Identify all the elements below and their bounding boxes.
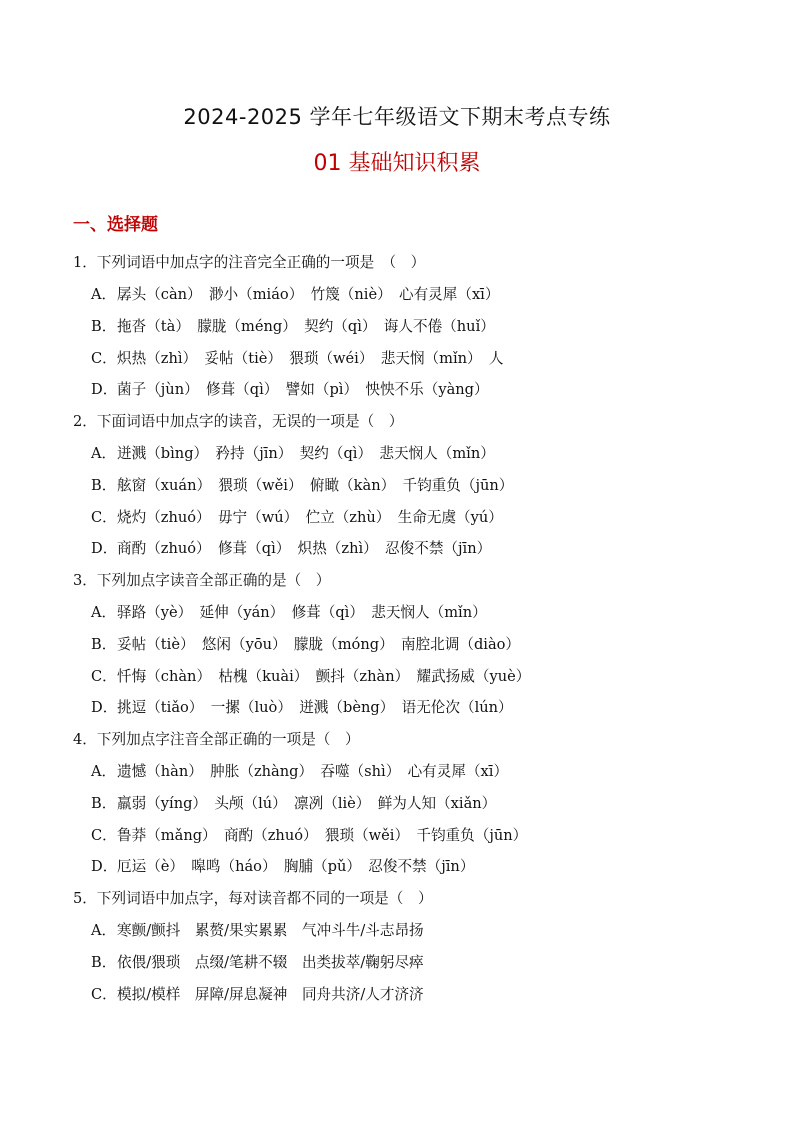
question-3-option-b	[91, 634, 520, 656]
option-letter: C．	[91, 509, 117, 526]
question-2-option-c	[91, 507, 503, 529]
question-2-option-d	[91, 538, 491, 560]
option-text: 妥帖（tiè） 悠闲（yōu） 朦胧（móng） 南腔北调（diào）	[117, 636, 521, 653]
question-4-stem: 4．下列加点字注音全部正确的一项是（ ）	[73, 731, 360, 748]
option-text: 遗憾（hàn） 肿胀（zhàng） 吞噬（shì） 心有灵犀（xī）	[117, 763, 509, 780]
question-2-stem: 2．下面词语中加点字的读音，无误的一项是（ ）	[73, 413, 404, 430]
question-2-option-a	[91, 443, 495, 465]
option-letter: B．	[91, 477, 117, 494]
question-4-option-d	[91, 856, 474, 878]
page-title: 2024-2025 学年七年级语文下期末考点专练	[183, 105, 611, 129]
option-letter: D．	[91, 381, 118, 398]
option-letter: D．	[91, 858, 118, 875]
option-text: 菌子（jùn） 修葺（qì） 譬如（pì） 怏怏不乐（yàng）	[117, 381, 489, 398]
question-4-option-a	[91, 761, 508, 783]
option-text: 挑逗（tiǎo） 一摞（luò） 迸溅（bèng） 语无伦次（lún）	[117, 699, 513, 716]
question-1-option-c	[91, 348, 504, 370]
option-text: 炽热（zhì） 妥帖（tiè） 猥琐（wéi） 悲天悯（mǐn） 人	[117, 350, 504, 367]
option-text: 拖沓（tà） 朦胧（méng） 契约（qì） 诲人不倦（huǐ）	[117, 318, 495, 335]
option-text: 羸弱（yíng） 头颅（lú） 凛冽（liè） 鲜为人知（xiǎn）	[117, 795, 497, 812]
question-1-stem: 1．下列词语中加点字的注音完全正确的一项是 （ ）	[73, 254, 426, 271]
option-text: 商酌（zhuó） 修葺（qì） 炽热（zhì） 忍俊不禁（jīn）	[117, 540, 492, 557]
question-5-option-a	[91, 920, 424, 942]
option-letter: C．	[91, 350, 117, 367]
option-letter: B．	[91, 318, 117, 335]
option-text: 驿路（yè） 延伸（yán） 修葺（qì） 悲天悯人（mǐn）	[117, 604, 487, 621]
question-1-option-b	[91, 316, 495, 338]
question-1-option-d	[91, 379, 489, 401]
option-letter: B．	[91, 954, 117, 971]
option-text: 孱头（càn） 渺小（miáo） 竹篾（niè） 心有灵犀（xī）	[117, 286, 500, 303]
option-letter: A．	[91, 922, 117, 939]
option-text: 忏悔（chàn） 枯槐（kuài） 颤抖（zhàn） 耀武扬威（yuè）	[117, 668, 531, 685]
option-letter: D．	[91, 699, 118, 716]
option-letter: C．	[91, 827, 117, 844]
option-letter: D．	[91, 540, 118, 557]
question-4-option-b	[91, 793, 496, 815]
question-3-stem: 3．下列加点字读音全部正确的是（ ）	[73, 572, 331, 589]
option-text: 烧灼（zhuó） 毋宁（wú） 伫立（zhù） 生命无虞（yú）	[117, 509, 503, 526]
question-2-option-b	[91, 475, 513, 497]
option-letter: A．	[91, 286, 117, 303]
option-letter: A．	[91, 445, 117, 462]
option-letter: A．	[91, 604, 117, 621]
question-5-option-b	[91, 952, 424, 974]
option-letter: B．	[91, 795, 117, 812]
question-1-option-a	[91, 284, 499, 306]
option-text: 鲁莽（mǎng） 商酌（zhuó） 猥琐（wěi） 千钧重负（jūn）	[117, 827, 528, 844]
question-4-option-c	[91, 825, 527, 847]
option-text: 模拟/模样 屏障/屏息凝神 同舟共济/人才济济	[117, 986, 424, 1003]
option-letter: C．	[91, 668, 117, 685]
question-3-option-a	[91, 602, 487, 624]
page-subtitle: 01 基础知识积累	[313, 151, 481, 176]
question-3-option-d	[91, 697, 513, 719]
option-text: 依偎/猥琐 点缀/笔耕不辍 出类拔萃/鞠躬尽瘁	[117, 954, 424, 971]
question-3-option-c	[91, 666, 530, 688]
question-5-option-c	[91, 984, 424, 1006]
section-heading: 一、选择题	[73, 215, 158, 235]
option-letter: A．	[91, 763, 117, 780]
option-text: 舷窗（xuán） 猥琐（wěi） 俯瞰（kàn） 千钧重负（jūn）	[117, 477, 514, 494]
option-text: 厄运（è） 嗥鸣（háo） 胸脯（pǔ） 忍俊不禁（jīn）	[117, 858, 475, 875]
option-text: 寒颤/颤抖 累赘/果实累累 气冲斗牛/斗志昂扬	[117, 922, 424, 939]
option-letter: B．	[91, 636, 117, 653]
question-5-stem: 5．下列词语中加点字，每对读音都不同的一项是（ ）	[73, 890, 433, 907]
option-text: 迸溅（bìng） 矜持（jīn） 契约（qì） 悲天悯人（mǐn）	[117, 445, 495, 462]
option-letter: C．	[91, 986, 117, 1003]
